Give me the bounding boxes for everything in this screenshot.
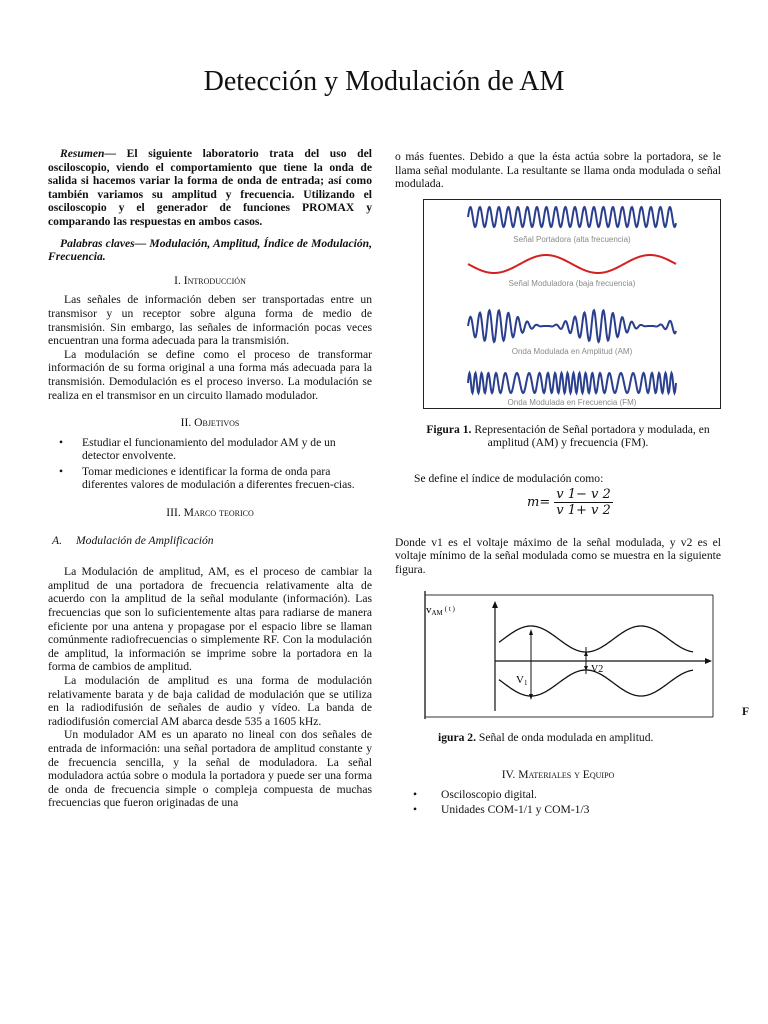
list-item: • Unidades COM-1/1 y COM-1/3 (413, 803, 590, 817)
bullet-icon: • (413, 787, 418, 801)
bullet-icon: • (59, 464, 64, 478)
modulating-label: Señal Moduladora (baja frecuencia) (508, 278, 636, 288)
y-axis-arrow (492, 601, 498, 608)
am-wave (468, 310, 676, 342)
abstract-label: Resumen— (60, 147, 117, 160)
paper-title: Detección y Modulación de AM (203, 66, 565, 97)
fm-label: Onda Modulada en Frecuencia (FM) (507, 397, 637, 407)
figure-1-caption (418, 423, 718, 450)
carrier-label: Señal Portadora (alta frecuencia) (513, 234, 631, 244)
subsection-title: Modulación de Amplificación (76, 533, 214, 547)
x-axis-arrow (705, 658, 712, 664)
figure-2-caption-stray-letter: F (742, 704, 750, 718)
objectives-list (48, 436, 372, 492)
where-paragraph: Donde v1 es el voltaje máximo de la señal modulada, y v2 es el voltaje mínimo de la señal modulada como se muestra en la siguiente figura. (395, 535, 721, 576)
envelope-upper (499, 626, 693, 652)
intro-paragraph-1: Las señales de información deben ser transportadas entre un transmisor y un receptor sobre alguna forma de medio de transmisión. Sin embargo, las señales de información pocas veces encuentran una forma adecuada para la transmisión. (48, 293, 372, 348)
v1-label: V1 (516, 673, 528, 687)
figure-2-plot (423, 591, 715, 719)
modulation-index-formula (527, 488, 721, 518)
right-column (395, 150, 750, 819)
formula-fraction (554, 488, 613, 518)
formula-numerator: v 1− v 2 (556, 486, 611, 502)
left-column (48, 147, 372, 810)
figure-2-caption-text: Señal de onda modulada en amplitud. (476, 730, 654, 744)
section-heading-marco: III. Marco teorico (166, 506, 254, 520)
y-axis-label: vAM $^{( t )}$ (426, 603, 455, 617)
list-item: • Osciloscopio digital. (413, 787, 537, 801)
formula-lhs: m= (527, 494, 551, 510)
subsection-heading (52, 534, 372, 548)
marco-paragraph-3: Un modulador AM es un aparato no lineal con dos señales de entrada de información: una señal portadora de amplitud constante y de frecuencia sencilla, y la señal de moduladora. La señal moduladora actúa sobre o modula la portadora y puede ser una forma de onda de frecuencia simple o compleja compuesta de muchas frecuencias que fueron originadas de una (48, 728, 372, 810)
figure-1-waveforms (424, 200, 720, 408)
marco-paragraph-2: La modulación de amplitud es una forma de modulación relativamente barata y de baja calidad de modulación que se utiliza en la radiodifusión de señales de audio y vídeo. La banda de radiodifusión comercial AM abarca desde 535 a 1605 kHz. (48, 674, 372, 728)
am-label: Onda Modulada en Amplitud (AM) (511, 346, 633, 356)
materials-list (395, 788, 721, 817)
section-heading-materials: IV. Materiales y Equipo (501, 768, 615, 782)
modulation-index-definition: Se define el índice de modulación como: (414, 471, 604, 485)
v2-label: V2 (591, 663, 604, 675)
formula-denominator: v 1+ v 2 (556, 503, 611, 519)
figure-1 (423, 199, 721, 409)
section-heading-intro: I. Introducción (174, 273, 246, 287)
figure-1-caption-label: Figura 1. (426, 422, 472, 436)
bullet-icon: • (413, 803, 418, 817)
marco-paragraph-1: La Modulación de amplitud, AM, es el proceso de cambiar la amplitud de una portadora de frecuencia relativamente alta de acuerdo con la amplitud de la señal modulante (información). Las frecuencias que son lo suficientemente altas para radiarse de manera eficiente por una antena y propagase por el espacio libre se llaman comúnmente radiofrecuencias o simplemente RF. Con la modulación de amplitud, la información se imprime sobre la portadora en la forma de cambios de amplitud. (48, 565, 372, 674)
abstract (48, 147, 372, 229)
keywords (48, 237, 372, 264)
figure-1-caption-text: Representación de Señal portadora y modulada, en amplitud (AM) y frecuencia (FM). (471, 422, 710, 450)
subsection-number: A. (52, 533, 62, 547)
fm-wave (468, 373, 676, 393)
section-heading-objectives: II. Objetivos (180, 416, 240, 430)
keywords-label: Palabras claves— (60, 236, 147, 250)
list-item: • Tomar mediciones e identificar la forma de onda para diferentes valores de modulación a diferentes frecuen-cias. (59, 464, 355, 492)
carrier-wave (468, 207, 676, 227)
continued-paragraph: o más fuentes. Debido a que la ésta actúa sobre la portadora, se le llama señal modulante. La resultante se llama onda modulada o señal modulada. (395, 150, 721, 191)
intro-paragraph-2: La modulación se define como el proceso de transformar información de su forma original a una forma más adecuada para la transmisión. Demodulación es el proceso inverso. La modulación se realiza en el transmisor en un circuito llamado modulador. (48, 347, 372, 402)
figure-2-caption-label: igura 2. (438, 730, 477, 744)
list-item: • Estudiar el funcionamiento del modulador AM y de un detector envolvente. (59, 435, 336, 463)
figure-2 (423, 591, 750, 719)
bullet-icon: • (59, 435, 64, 449)
keywords-text: Modulación, Amplitud, Índice de Modulación, Frecuencia. (48, 236, 372, 264)
abstract-text: El siguiente laboratorio trata del uso del osciloscopio, viendo el comportamiento que tiene la onda de salida si hacemos variar la forma de onda de entrada; así como también variamos su amplitud y frecuencia. Utilizando el osciloscopio y el generador de funciones PROMAX y comparando las respuestas en ambos casos. (48, 147, 372, 228)
figure-2-caption (438, 731, 721, 745)
modulating-wave (468, 255, 676, 273)
